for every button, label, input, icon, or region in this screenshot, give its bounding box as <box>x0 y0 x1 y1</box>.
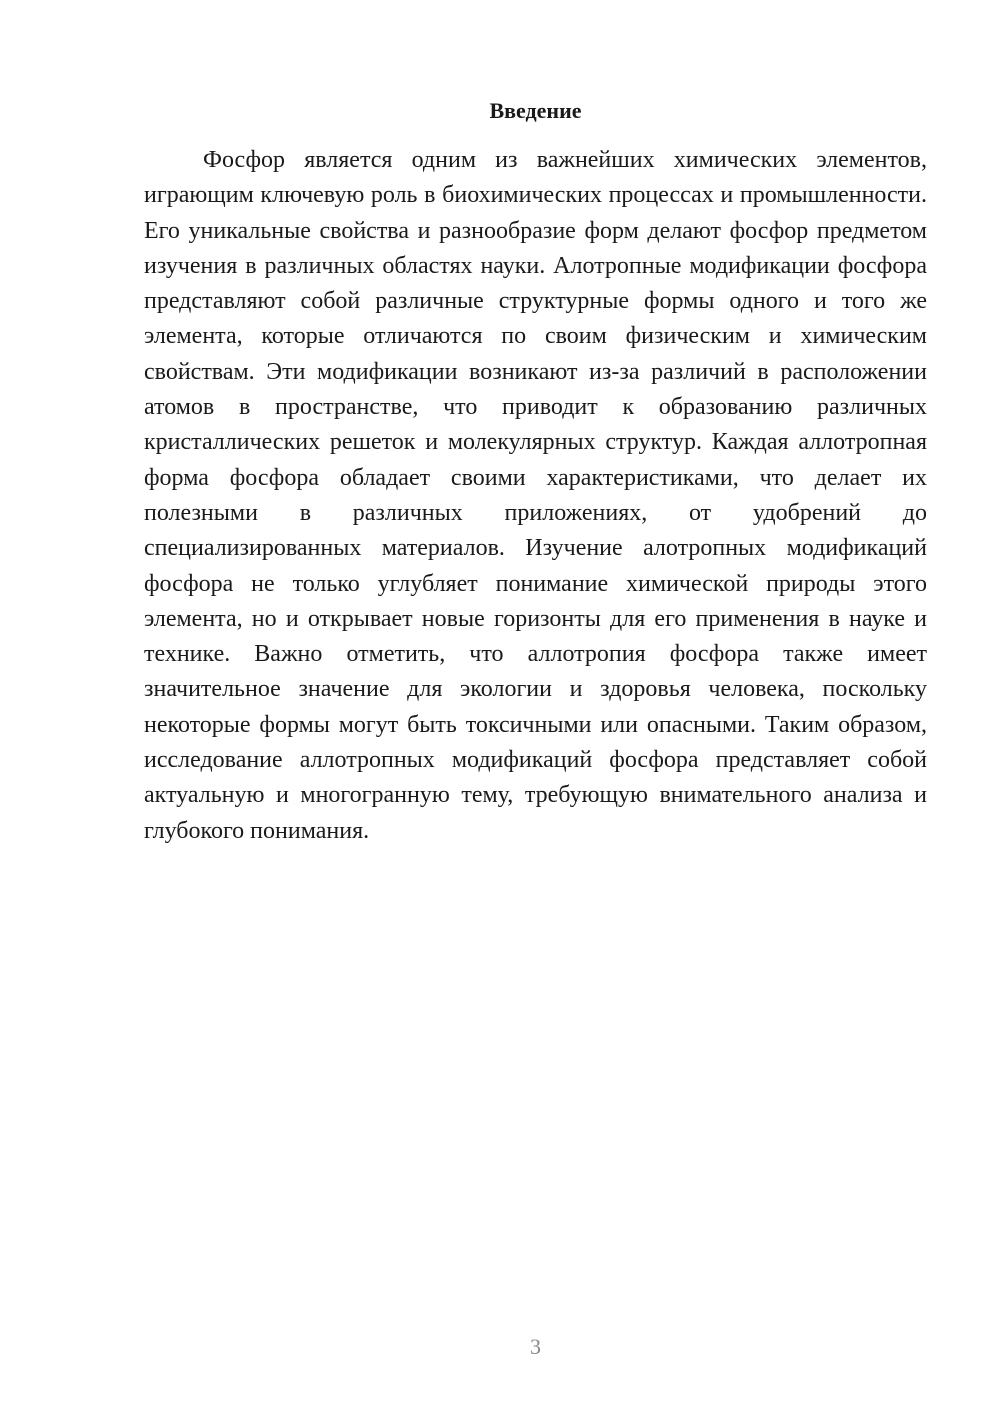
page-number: 3 <box>530 1334 541 1359</box>
body-paragraph: Фосфор является одним из важнейших химических элементов, играющим ключевую роль в биохимических процессах и промышленности. Его уникальные свойства и разнообразие форм делают фосфор предметом изучения в различных областях науки. Алотропные модификации фосфора представляют собой различные структурные формы одного и того же элемента, которые отличаются по своим физическим и химическим свойствам. Эти модификации возникают из-за различий в расположении атомов в пространстве, что приводит к образованию различных кристаллических решеток и молекулярных структур. Каждая аллотропная форма фосфора обладает своими характеристиками, что делает их полезными в различных приложениях, от удобрений до специализированных материалов. Изучение алотропных модификаций фосфора не только углубляет понимание химической природы этого элемента, но и открывает новые горизонты для его применения в науке и технике. Важно отметить, что аллотропия фосфора также имеет значительное значение для экологии и здоровья человека, поскольку некоторые формы могут быть токсичными или опасными. Таким образом, исследование аллотропных модификаций фосфора представляет собой актуальную и многогранную тему, требующую внимательного анализа и глубокого понимания. <box>144 147 927 844</box>
section-heading: Введение <box>489 98 582 123</box>
